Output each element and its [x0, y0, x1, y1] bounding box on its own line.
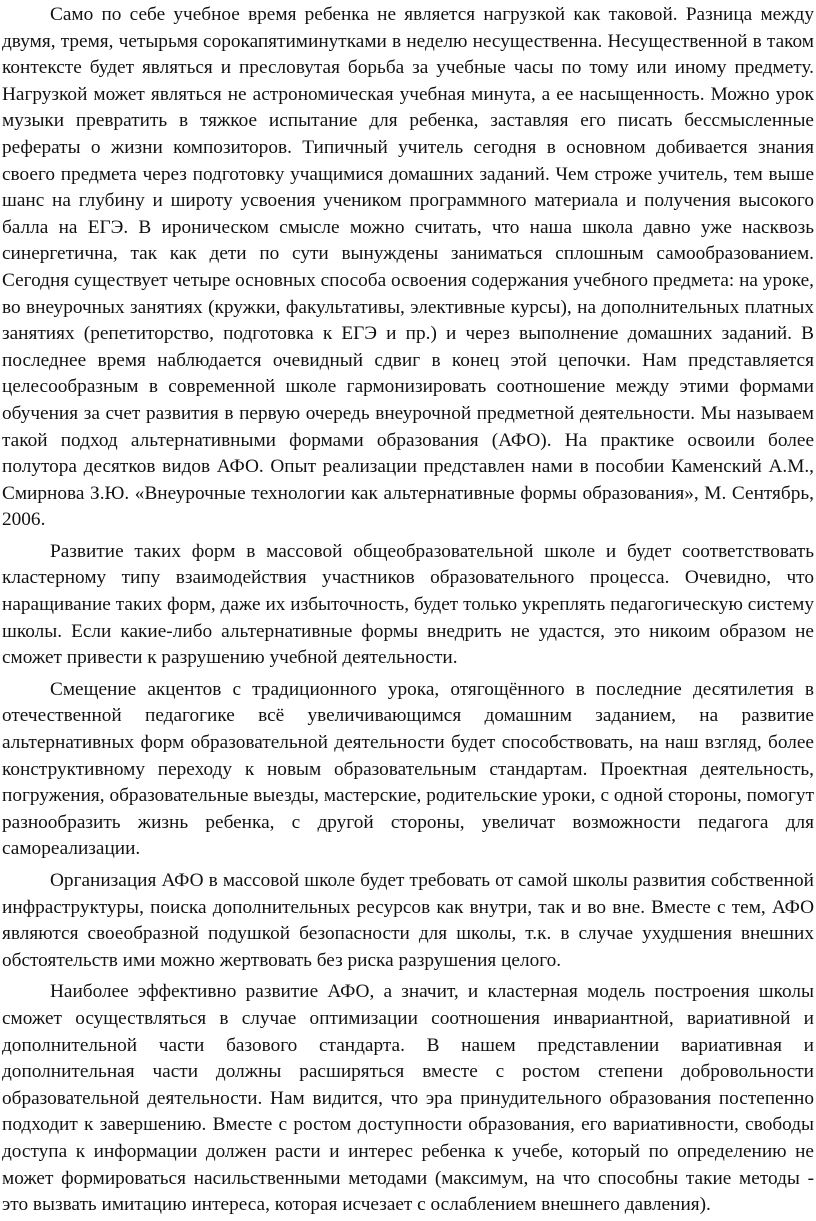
paragraph-5: Наиболее эффективно развитие АФО, а значит, и кластерная модель построения школы сможет осуществляться в случае оптимизации соотношения инвариантной, вариативной и дополнительной части базового стандарта. В нашем представлении вариативная и дополнительная части должны расширяться вместе с ростом степени добровольности образовательной деятельности. Нам видится, что эра принудительного образования постепенно подходит к завершению. Вместе с ростом доступности образования, его вариативности, свободы доступа к информации должен расти и интерес ребенка к учебе, который по определению не может формироваться насильственными методами (максимум, на что способны такие методы - это вызвать имитацию интереса, которая исчезает с ослаблением внешнего давления).: [2, 981, 814, 1216]
paragraph-3: Смещение акцентов с традиционного урока, отягощённого в последние десятилетия в отечественной педагогике всё увеличивающимся домашним заданием, на развитие альтернативных форм образовательной деятельности будет способствовать, на наш взгляд, более конструктивному переходу к новым образовательным стандартам. Проектная деятельность, погружения, образовательные выезды, мастерские, родительские уроки, с одной стороны, помогут разнообразить жизнь ребенка, с другой стороны, увеличат возможности педагога для самореализации.: [2, 678, 814, 860]
paragraph-4: Организация АФО в массовой школе будет требовать от самой школы развития собственной инфраструктуры, поиска дополнительных ресурсов как внутри, так и во вне. Вместе с тем, АФО являются своеобразной подушкой безопасности для школы, т.к. в случае ухудшения внешних обстоятельств ими можно жертвовать без риска разрушения целого.: [2, 870, 814, 971]
paragraph-1: Само по себе учебное время ребенка не является нагрузкой как таковой. Разница между двумя, тремя, четырьмя сорокапятиминутками в неделю несущественна. Несущественной в таком контексте будет являться и пресловутая борьба за учебные часы по тому или иному предмету. Нагрузкой может являться не астрономическая учебная минута, а ее насыщенность. Можно урок музыки превратить в тяжкое испытание для ребенка, заставляя его писать бессмысленные рефераты о жизни композиторов. Типичный учитель сегодня в основном добивается знания своего предмета через подготовку учащимися домашних заданий. Чем строже учитель, тем выше шанс на глубину и широту усвоения учеником программного материала и получения высокого балла на ЕГЭ. В ироническом смысле можно считать, что наша школа давно уже насквозь синергетична, так как дети по сути вынуждены заниматься сплошным самообразованием. Сегодня существует четыре основных способа освоения содержания учебного предмета: на уроке, во внеурочных занятиях (кружки, факультативы, элективные курсы), на дополнительных платных занятиях (репетиторство, подготовка к ЕГЭ и пр.) и через выполнение домашних заданий. В последнее время наблюдается очевидный сдвиг в конец этой цепочки. Нам представляется целесообразным в современной школе гармонизировать соотношение между этими формами обучения за счет развития в первую очередь внеурочной предметной деятельности. Мы называем такой подход альтернативными формами образования (АФО). На практике освоили более полутора десятков видов АФО. Опыт реализации представлен нами в пособии Каменский А.М., Смирнова З.Ю. «Внеурочные технологии как альтернативные формы образования», М. Сентябрь, 2006.: [2, 4, 814, 531]
paragraph-2: Развитие таких форм в массовой общеобразовательной школе и будет соответствовать кластерному типу взаимодействия участников образовательного процесса. Очевидно, что наращивание таких форм, даже их избыточность, будет только укреплять педагогическую систему школы. Если какие-либо альтернативные формы внедрить не удастся, это никоим образом не сможет привести к разрушению учебной деятельности.: [2, 540, 814, 669]
